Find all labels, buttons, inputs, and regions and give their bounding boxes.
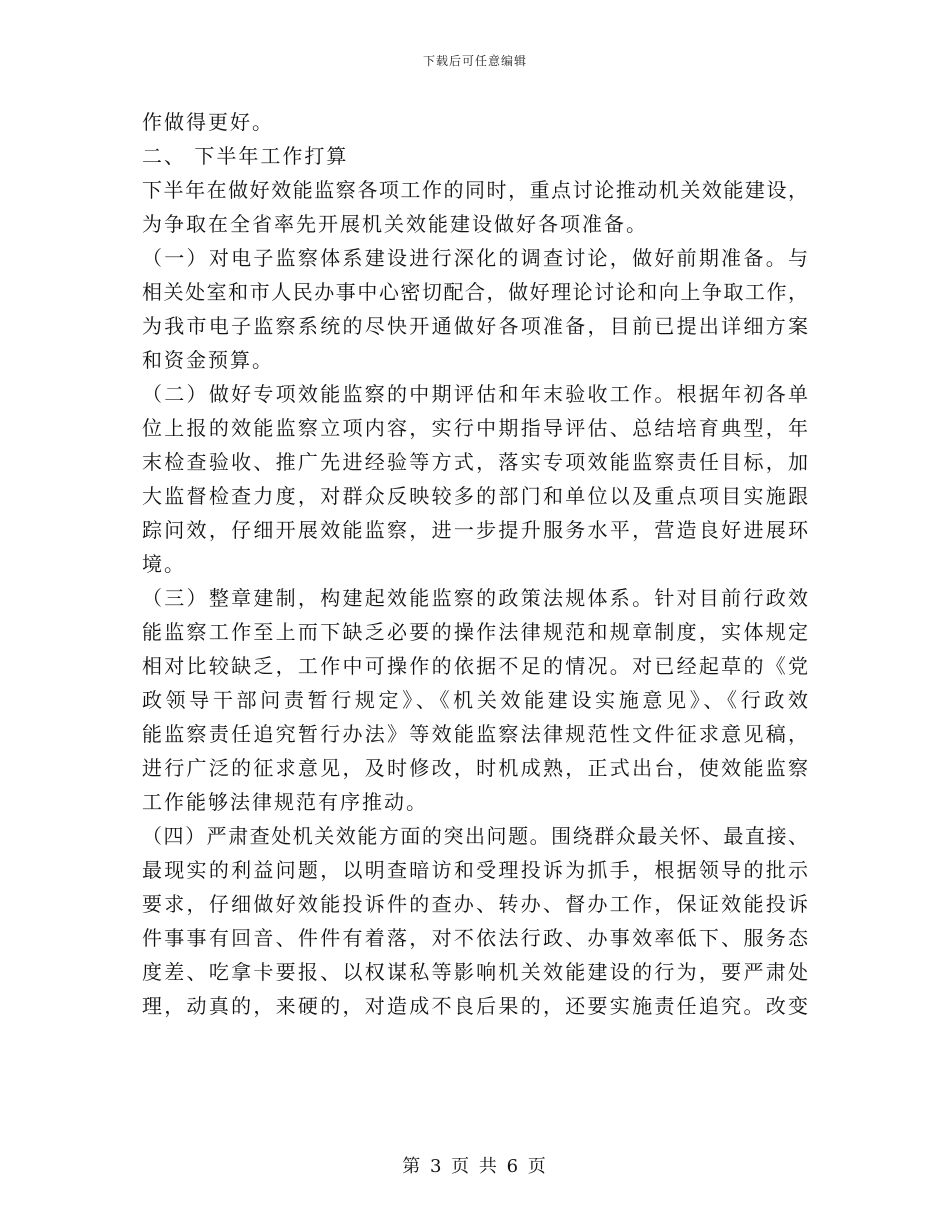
text-line: 能监察工作至上而下缺乏必要的操作法律规范和规章制度，实体规定 xyxy=(142,620,808,644)
text-line: 工作能够法律规范有序推动。 xyxy=(142,790,428,814)
text-line: 政领导干部问责暂行规定》、《机关效能建设实施意见》、《行政效 xyxy=(142,688,808,712)
text-line: 最现实的利益问题，以明查暗访和受理投诉为抓手，根据领导的批示 xyxy=(142,858,808,882)
section-heading: 二、 下半年工作打算 xyxy=(142,144,349,168)
text-line: 作做得更好。 xyxy=(142,110,274,134)
document-body xyxy=(142,105,808,1023)
text-line: （四）严肃查处机关效能方面的突出问题。围绕群众最关怀、最直接、 xyxy=(142,824,808,848)
text-line: 为我市电子监察系统的尽快开通做好各项准备，目前已提出详细方案 xyxy=(142,314,808,338)
text-line: 末检查验收、推广先进经验等方式，落实专项效能监察责任目标，加 xyxy=(142,450,808,474)
page-number-footer: 第 3 页 共 6 页 xyxy=(402,1156,548,1177)
text-line: 境。 xyxy=(142,552,186,576)
text-line: 位上报的效能监察立项内容，实行中期指导评估、总结培育典型，年 xyxy=(142,416,808,440)
text-line: （三）整章建制，构建起效能监察的政策法规体系。针对目前行政效 xyxy=(142,586,808,610)
text-line: 理，动真的，来硬的，对造成不良后果的，还要实施责任追究。改变 xyxy=(142,994,808,1018)
text-line: 和资金预算。 xyxy=(142,348,274,372)
text-line: 度差、吃拿卡要报、以权谋私等影响机关效能建设的行为，要严肃处 xyxy=(142,960,808,984)
page-header: 下载后可任意编辑 xyxy=(422,54,527,68)
text-line: 相对比较缺乏，工作中可操作的依据不足的情况。对已经起草的《党 xyxy=(142,654,808,678)
text-line: 进行广泛的征求意见，及时修改，时机成熟，正式出台，使效能监察 xyxy=(142,756,808,780)
text-line: 要求，仔细做好效能投诉件的查办、转办、督办工作，保证效能投诉 xyxy=(142,892,808,916)
text-line: 能监察责任追究暂行办法》等效能监察法律规范性文件征求意见稿， xyxy=(142,722,808,746)
text-line: （一）对电子监察体系建设进行深化的调查讨论，做好前期准备。与 xyxy=(142,246,808,270)
text-line: 大监督检查力度，对群众反映较多的部门和单位以及重点项目实施跟 xyxy=(142,484,808,508)
text-line: 为争取在全省率先开展机关效能建设做好各项准备。 xyxy=(142,212,648,236)
text-line: 相关处室和市人民办事中心密切配合，做好理论讨论和向上争取工作， xyxy=(142,280,808,304)
text-line: （二）做好专项效能监察的中期评估和年末验收工作。根据年初各单 xyxy=(142,382,808,406)
text-line: 件事事有回音、件件有着落，对不依法行政、办事效率低下、服务态 xyxy=(142,926,808,950)
text-line: 踪问效，仔细开展效能监察，进一步提升服务水平，营造良好进展环 xyxy=(142,518,808,542)
text-line: 下半年在做好效能监察各项工作的同时，重点讨论推动机关效能建设， xyxy=(142,178,808,202)
